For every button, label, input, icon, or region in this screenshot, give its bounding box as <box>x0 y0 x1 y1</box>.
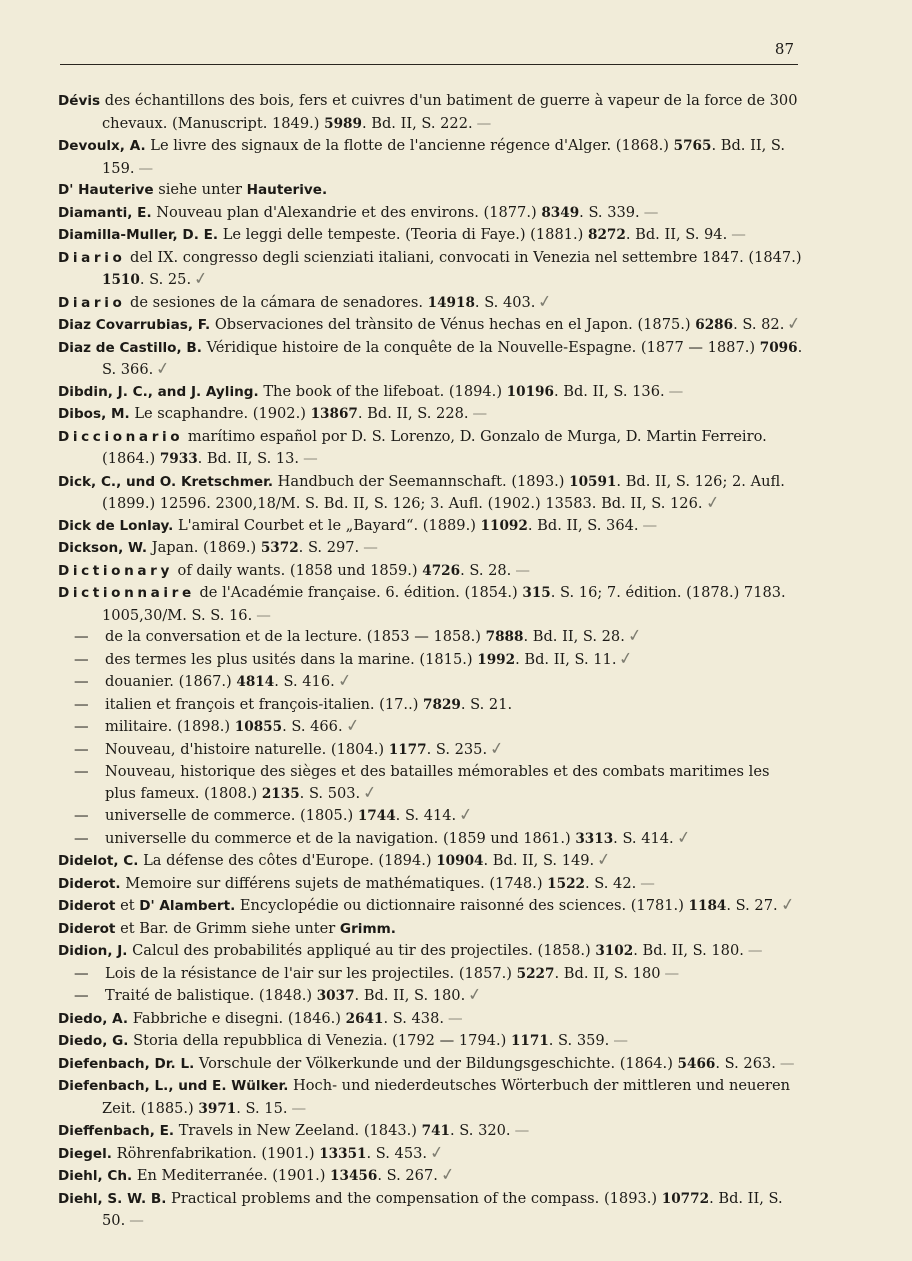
entry-pages: . Bd. II, S. 149. <box>483 852 595 869</box>
pencil-dash-icon: — <box>613 1032 626 1049</box>
catalog-number: 7888 <box>485 629 524 645</box>
entry-text: Practical problems and the compensation of the compass. (1893.) <box>166 1189 662 1207</box>
entry-text: militaire. (1898.) <box>105 718 235 735</box>
entry-heading: Devoulx, A. <box>58 138 146 154</box>
check-mark-icon: ✓ <box>439 1164 457 1186</box>
catalog-entry <box>58 292 804 315</box>
catalog-entry <box>58 1188 804 1232</box>
entry-pages: . S. 438. <box>383 1009 445 1027</box>
entry-heading: D' Hauterive <box>58 182 154 198</box>
pencil-dash-icon: — <box>476 114 490 132</box>
catalog-number: 1184 <box>688 898 727 914</box>
entry-heading: Diario <box>58 294 126 311</box>
entry-text: Travels in New Zeeland. (1843.) <box>174 1122 422 1139</box>
catalog-number: 4726 <box>422 562 461 579</box>
catalog-number: 7829 <box>423 696 461 713</box>
entry-text: et Bar. de Grimm siehe unter <box>115 919 340 937</box>
catalog-entry <box>58 1075 804 1120</box>
ditto-dash: — <box>74 829 89 847</box>
entry-text: de l'Académie française. 6. édition. (1854.) <box>194 584 523 601</box>
entry-heading: Dibdin, J. C., and J. Ayling. <box>58 383 259 400</box>
entry-heading: Dieffenbach, E. <box>58 1123 175 1139</box>
pencil-dash-icon: — <box>668 382 682 400</box>
entry-text: Le leggi delle tempeste. (Teoria di Faye.) (1881.) <box>218 226 588 243</box>
pencil-dash-icon: — <box>448 1009 461 1027</box>
entry-pages: . Bd. II, S. 13. <box>197 450 300 467</box>
catalog-entry <box>58 1053 804 1076</box>
pencil-dash-icon: — <box>664 964 678 982</box>
entry-pages: . Bd. II, S. 11. <box>515 650 617 668</box>
catalog-number: 3037 <box>316 988 355 1004</box>
catalog-number: 1171 <box>510 1033 549 1049</box>
entry-text: Le scaphandre. (1902.) <box>129 405 311 422</box>
entry-heading: Diderot <box>58 898 116 914</box>
catalog-number: 1510 <box>102 272 140 288</box>
entry-heading: Diedo, A. <box>58 1010 129 1027</box>
entry-text: Memoire sur différens sujets de mathématiques. (1748.) <box>120 874 548 892</box>
entry-pages: . S. 25. <box>139 271 192 288</box>
pencil-dash-icon: — <box>256 606 269 624</box>
catalog-number: 7933 <box>159 451 198 467</box>
sub-entry <box>58 671 804 694</box>
entry-text: Encyclopédie ou dictionnaire raisonné des sciences. (1781.) <box>235 897 689 914</box>
entry-pages: . S. 15. <box>236 1099 288 1117</box>
catalog-number: 1744 <box>357 808 396 824</box>
ditto-dash: — <box>74 964 89 982</box>
entry-heading: Didelot, C. <box>58 853 139 869</box>
ditto-dash: — <box>74 628 89 645</box>
entry-heading: Diegel. <box>58 1145 112 1162</box>
entry-heading: Dickson, W. <box>58 540 148 556</box>
entry-pages: . S. 416. <box>274 673 335 690</box>
entry-heading: Diefenbach, Dr. L. <box>58 1055 195 1072</box>
sub-entry <box>58 694 804 717</box>
page-number: 87 <box>774 40 794 58</box>
entry-pages: . S. 366. <box>102 338 803 378</box>
pencil-dash-icon: — <box>303 450 316 467</box>
catalog-number: 10855 <box>234 719 283 735</box>
check-mark-icon: ✓ <box>344 715 362 737</box>
entry-pages: . S. 21. <box>460 695 513 713</box>
check-mark-icon: ✓ <box>675 826 693 849</box>
check-mark-icon: ✓ <box>785 313 803 335</box>
pencil-dash-icon: — <box>643 203 657 221</box>
check-mark-icon: ✓ <box>488 737 506 760</box>
catalog-entry <box>58 202 804 225</box>
catalog-entry <box>58 1143 804 1166</box>
ditto-dash: — <box>74 718 89 735</box>
entry-pages: . S. 263. <box>715 1054 776 1072</box>
check-mark-icon: ✓ <box>336 670 354 692</box>
catalog-number: 315 <box>522 585 551 601</box>
pencil-dash-icon: — <box>779 1054 793 1072</box>
catalog-number: 3313 <box>575 830 614 847</box>
entry-heading: Dibos, M. <box>58 406 130 422</box>
sub-entry <box>58 985 804 1008</box>
entry-text: italien et françois et françois-italien. (17..) <box>105 695 424 713</box>
entry-text: Calcul des probabilités appliqué au tir des projectiles. (1858.) <box>127 942 596 959</box>
sub-entry <box>58 739 804 762</box>
entry-text: et <box>115 897 140 914</box>
check-mark-icon: ✓ <box>192 268 210 290</box>
entry-pages: . Bd. II, S. 180. <box>633 942 744 959</box>
catalog-entry <box>58 560 804 583</box>
ditto-dash: — <box>74 740 89 758</box>
catalog-number: 4814 <box>236 674 275 690</box>
entry-text: Observaciones del trànsito de Vénus hechas en el Japon. (1875.) <box>210 316 696 333</box>
check-mark-icon: ✓ <box>428 1141 446 1164</box>
check-mark-icon: ✓ <box>704 492 721 514</box>
entry-pages: . S. 27. <box>726 897 778 914</box>
catalog-number: 6286 <box>695 317 734 333</box>
pencil-dash-icon: — <box>642 516 656 534</box>
entry-pages: . Bd. II, S. 136. <box>553 382 665 400</box>
catalog-entry <box>58 403 804 426</box>
catalog-number: 741 <box>421 1123 451 1139</box>
catalog-entry <box>58 426 804 471</box>
entry-heading: Diario <box>58 249 126 266</box>
catalog-entry <box>58 471 804 515</box>
entry-heading: Diehl, S. W. B. <box>58 1190 167 1207</box>
check-mark-icon: ✓ <box>537 290 554 313</box>
pencil-dash-icon: — <box>731 226 744 243</box>
check-mark-icon: ✓ <box>626 625 644 647</box>
check-mark-icon: ✓ <box>618 647 635 670</box>
catalog-entry <box>58 337 804 381</box>
pencil-dash-icon: — <box>363 539 376 556</box>
catalog-entry <box>58 1008 804 1031</box>
entry-heading: Dick de Lonlay. <box>58 517 174 534</box>
entry-text: The book of the lifeboat. (1894.) <box>258 382 507 400</box>
entry-heading: Dick, C., und O. Kretschmer. <box>58 473 274 490</box>
catalog-entry <box>58 1120 804 1143</box>
entry-text: Fabbriche e disegni. (1846.) <box>128 1009 346 1027</box>
entry-text: Vorschule der Völkerkunde und der Bildungsgeschichte. (1864.) <box>194 1054 678 1072</box>
check-mark-icon: ✓ <box>595 849 613 871</box>
pencil-dash-icon: — <box>640 874 653 892</box>
entry-text: Lois de la résistance de l'air sur les projectiles. (1857.) <box>105 964 517 982</box>
sub-entry <box>58 828 804 851</box>
entry-text: Röhrenfabrikation. (1901.) <box>111 1144 320 1162</box>
check-mark-icon: ✓ <box>154 358 172 380</box>
entry-text: Véridique histoire de la conquête de la Nouvelle-Espagne. (1877 — 1887.) <box>201 338 760 356</box>
entry-pages: . S. 503. <box>299 784 361 802</box>
catalog-number: 1992 <box>477 651 516 668</box>
ditto-dash: — <box>74 763 89 780</box>
catalog-number: 3971 <box>198 1100 237 1117</box>
entry-pages: . S. 414. <box>395 807 457 824</box>
entry-pages: . Bd. II, S. 50. <box>102 1189 783 1229</box>
check-mark-icon: ✓ <box>779 894 797 916</box>
entry-text: del IX. congresso degli scienziati italiani, convocati in Venezia nel settembre 1847. (1847.) <box>125 248 802 266</box>
entry-text: siehe unter <box>153 181 247 198</box>
entry-text: universelle du commerce et de la navigation. (1859 und 1861.) <box>105 829 576 847</box>
entry-pages: . Bd. II, S. 28. <box>523 628 625 645</box>
entry-pages: . S. 235. <box>426 740 488 758</box>
entry-text: Handbuch der Seemannschaft. (1893.) <box>273 472 570 490</box>
catalog-number: 8272 <box>587 227 626 243</box>
catalog-number: 11092 <box>480 517 528 534</box>
entry-text: Nouveau plan d'Alexandrie et des environs. (1877.) <box>151 203 542 221</box>
catalog-number: 8349 <box>541 204 580 221</box>
pencil-dash-icon: — <box>514 1122 528 1139</box>
check-mark-icon: ✓ <box>466 984 484 1006</box>
catalog-number: 5466 <box>677 1055 716 1072</box>
catalog-number: 10591 <box>569 473 617 490</box>
entry-pages: . Bd. II, S. 126; 2. Aufl. (1899.) 12596. 2300,18/M. S. Bd. II, S. 126; 3. Aufl. (1902.) 13583. Bd. II, S. 126. <box>102 472 785 512</box>
entry-text: Le livre des signaux de la flotte de l'ancienne régence d'Alger. (1868.) <box>145 137 674 154</box>
ditto-dash: — <box>74 695 89 713</box>
entry-text: Nouveau, historique des sièges et des batailles mémorables et des combats maritimes les plus fameux. (1808.) <box>105 763 770 802</box>
entry-heading: Diedo, G. <box>58 1033 129 1049</box>
entry-heading: Dévis <box>58 93 101 109</box>
catalog-entry <box>58 940 804 963</box>
pencil-dash-icon: — <box>515 561 528 579</box>
entry-pages: . Bd. II, S. 222. <box>361 114 473 132</box>
entry-list <box>58 90 804 1232</box>
entry-pages: . S. 267. <box>377 1167 438 1184</box>
catalog-entry <box>58 895 804 918</box>
catalog-entry <box>58 314 804 337</box>
entry-pages: . Bd. II, S. 94. <box>625 226 728 243</box>
entry-pages: . Bd. II, S. 180. <box>354 987 466 1004</box>
catalog-entry <box>58 918 804 941</box>
catalog-entry <box>58 1030 804 1053</box>
catalog-number: 13867 <box>310 406 358 422</box>
catalog-number: 5227 <box>516 965 555 982</box>
catalog-entry <box>58 135 804 179</box>
entry-pages: . S. 28. <box>460 561 512 579</box>
entry-pages: . S. 320. <box>450 1122 511 1139</box>
catalog-entry <box>58 537 804 560</box>
catalog-entry <box>58 873 804 896</box>
entry-text: La défense des côtes d'Europe. (1894.) <box>138 852 437 869</box>
entry-text: de la conversation et de la lecture. (1853 — 1858.) <box>105 628 486 645</box>
catalog-entry <box>58 515 804 538</box>
entry-text: des termes les plus usités dans la marine. (1815.) <box>105 650 478 668</box>
entry-pages: . Bd. II, S. 228. <box>357 405 469 422</box>
entry-pages: . S. 453. <box>366 1144 428 1162</box>
catalog-number: 13351 <box>319 1145 367 1162</box>
entry-pages: . Bd. II, S. 364. <box>527 516 639 534</box>
entry-heading: Diaz de Castillo, B. <box>58 339 202 356</box>
catalog-entry <box>58 224 804 247</box>
catalog-entry <box>58 179 804 202</box>
entry-text: Hoch- und niederdeutsches Wörterbuch der mittleren und neueren Zeit. (1885.) <box>102 1077 791 1117</box>
entry-text: Storia della repubblica di Venezia. (1792 — 1794.) <box>128 1032 511 1049</box>
sub-entry <box>58 805 804 828</box>
catalog-number: 1522 <box>547 875 585 892</box>
entry-heading: Dictionnaire <box>58 585 195 601</box>
catalog-number: 13456 <box>330 1168 378 1184</box>
entry-text: des échantillons des bois, fers et cuivres d'un batiment de guerre à vapeur de la force de 300 chevaux. (Manuscript. 1849.) <box>100 92 798 132</box>
entry-crossref: Grimm. <box>339 920 396 937</box>
pencil-dash-icon: — <box>291 1099 305 1117</box>
catalog-entry <box>58 1165 804 1188</box>
pencil-dash-icon: — <box>129 1212 142 1229</box>
sub-entry <box>58 649 804 672</box>
entry-heading: Diehl, Ch. <box>58 1168 133 1184</box>
entry-heading: Diamanti, E. <box>58 204 152 221</box>
catalog-entry <box>58 381 804 404</box>
catalog-number: 3102 <box>595 943 634 959</box>
entry-pages: . S. 82. <box>733 316 785 333</box>
catalog-entry <box>58 850 804 873</box>
sub-entry <box>58 716 804 739</box>
catalog-number: 5372 <box>260 540 299 556</box>
entry-pages: . S. 42. <box>585 874 637 892</box>
sub-entry <box>58 761 804 805</box>
entry-heading: Diefenbach, L., und E. Wülker. <box>58 1078 289 1094</box>
catalog-number: 7096 <box>759 339 798 356</box>
catalog-number: 5989 <box>324 115 362 132</box>
entry-text: de sesiones de la cámara de senadores. <box>125 293 428 311</box>
entry-text: of daily wants. (1858 und 1859.) <box>172 561 423 579</box>
entry-crossref: Hauterive. <box>246 182 328 198</box>
sub-entry <box>58 626 804 649</box>
entry-pages: . S. 297. <box>298 539 360 556</box>
entry-heading: Diccionario <box>58 428 184 445</box>
entry-text: Japan. (1869.) <box>147 539 261 556</box>
entry-pages: . S. 403. <box>474 293 536 311</box>
pencil-dash-icon: — <box>138 159 152 177</box>
entry-pages: . S. 359. <box>548 1032 610 1049</box>
entry-text: douanier. (1867.) <box>105 673 237 690</box>
entry-heading: Diderot. <box>58 875 121 892</box>
check-mark-icon: ✓ <box>361 781 379 804</box>
catalog-number: 10772 <box>661 1190 710 1207</box>
check-mark-icon: ✓ <box>457 804 475 826</box>
ditto-dash: — <box>74 987 89 1004</box>
catalog-entry <box>58 247 804 292</box>
catalog-entry <box>58 582 804 626</box>
entry-text: En Mediterranée. (1901.) <box>132 1167 331 1184</box>
entry-pages: . Bd. II, S. 159. <box>102 137 785 177</box>
catalog-number: 14918 <box>427 294 475 311</box>
entry-pages: . S. 339. <box>579 203 640 221</box>
entry-crossref: D' Alambert. <box>139 898 236 914</box>
entry-heading: Diamilla-Muller, D. E. <box>58 227 219 243</box>
catalog-number: 5765 <box>673 138 712 154</box>
header-rule <box>60 64 798 65</box>
pencil-dash-icon: — <box>472 405 486 422</box>
catalog-number: 1177 <box>388 741 427 758</box>
catalog-number: 10196 <box>506 383 554 400</box>
ditto-dash: — <box>74 807 89 824</box>
entry-heading: Didion, J. <box>58 943 128 959</box>
entry-heading: Dictionary <box>58 562 173 579</box>
entry-heading: Diaz Covarrubias, F. <box>58 317 211 333</box>
entry-pages: . Bd. II, S. 180 <box>554 964 661 982</box>
entry-text: marítimo español por D. S. Lorenzo, D. Gonzalo de Murga, D. Martin Ferreiro. (1864.) <box>102 427 767 467</box>
entry-heading: Diderot <box>58 920 116 937</box>
ditto-dash: — <box>74 673 89 690</box>
catalog-number: 2641 <box>345 1010 384 1027</box>
entry-pages: . S. 466. <box>282 718 343 735</box>
ditto-dash: — <box>74 650 89 668</box>
entry-text: Nouveau, d'histoire naturelle. (1804.) <box>105 740 389 758</box>
catalog-number: 10904 <box>436 853 484 869</box>
catalog-entry <box>58 90 804 135</box>
entry-text: Traité de balistique. (1848.) <box>105 987 317 1004</box>
pencil-dash-icon: — <box>747 942 761 959</box>
entry-pages: . S. 16; 7. édition. (1878.) 7183. 1005,30/M. S. S. 16. <box>102 584 786 624</box>
sub-entry <box>58 963 804 986</box>
entry-pages: . S. 414. <box>613 829 674 847</box>
entry-text: L'amiral Courbet et le „Bayard“. (1889.) <box>173 516 481 534</box>
entry-text: universelle de commerce. (1805.) <box>105 807 358 824</box>
catalog-number: 2135 <box>261 785 300 802</box>
